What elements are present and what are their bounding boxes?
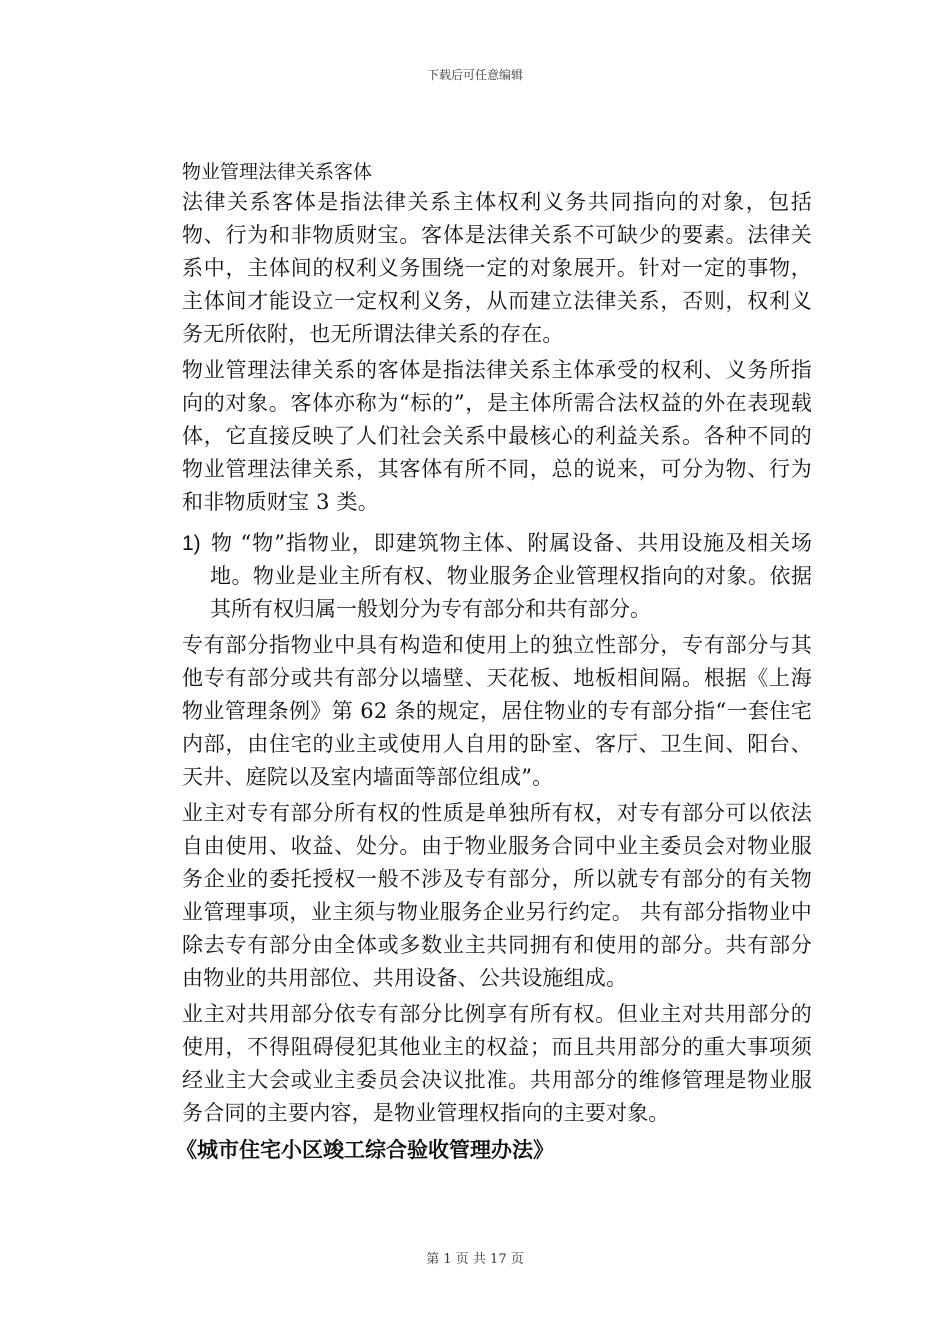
list-item xyxy=(182,527,812,626)
list-item-text: 物 “物”指物业，即建筑物主体、附属设备、共用设施及相关场地。物业是业主所有权、物业服务企业管理权指向的对象。依据其所有权归属一般划分为专有部分和共有部分。 xyxy=(210,531,812,621)
bold-heading: 《城市住宅小区竣工综合验收管理办法》 xyxy=(176,1137,554,1162)
paragraph-5: 业主对共用部分依专有部分比例享有所有权。但业主对共用部分的使用，不得阻碍侵犯其他业主的权益；而且共用部分的重大事项须经业主大会或业主委员会决议批准。共用部分的维修管理是物业服务合同的主要内容，是物业管理权指向的主要对象。 xyxy=(182,1002,812,1125)
paragraph-4: 业主对专有部分所有权的性质是单独所有权，对专有部分可以依法自由使用、收益、处分。由于物业服务合同中业主委员会对物业服务企业的委托授权一般不涉及专有部分，所以就专有部分的有关物业管理事项，业主须与物业服务企业另行约定。 共有部分指物业中除去专有部分由全体或多数业主共同拥有和使用的部分。共有部分由物业的共用部位、共用设备、公共设施组成。 xyxy=(182,801,812,990)
paragraph-1: 法律关系客体是指法律关系主体权利义务共同指向的对象，包括物、行为和非物质财宝。客体是法律关系不可缺少的要素。法律关系中，主体间的权利义务围绕一定的对象展开。针对一定的事物，主体间才能设立一定权利义务，从而建立法律关系，否则，权利义务无所依附，也无所谓法律关系的存在。 xyxy=(182,190,812,346)
document-title: 物业管理法律关系客体 xyxy=(182,161,373,183)
document-body xyxy=(176,158,812,1166)
paragraph-3: 专有部分指物业中具有构造和使用上的独立性部分，专有部分与其他专有部分或共有部分以墙壁、天花板、地板相间隔。根据《上海物业管理条例》第 62 条的规定，居住物业的专有部分指“一套住宅内部，由住宅的业主或使用人自用的卧室、客厅、卫生间、阳台、天井、庭院以及室内墙面等部位组成”。 xyxy=(182,633,812,789)
page-header: 下载后可任意编辑 xyxy=(426,68,523,82)
paragraph-2: 物业管理法律关系的客体是指法律关系主体承受的权利、义务所指向的对象。客体亦称为“标的”，是主体所需合法权益的外在表现载体，它直接反映了人们社会关系中最核心的利益关系。各种不同的物业管理法律关系，其客体有所不同，总的说来，可分为物、行为和非物质财宝 3 类。 xyxy=(182,358,812,514)
page-footer: 第 1 页 共 17 页 xyxy=(426,1252,524,1267)
list-item-number: 1) xyxy=(182,532,201,555)
